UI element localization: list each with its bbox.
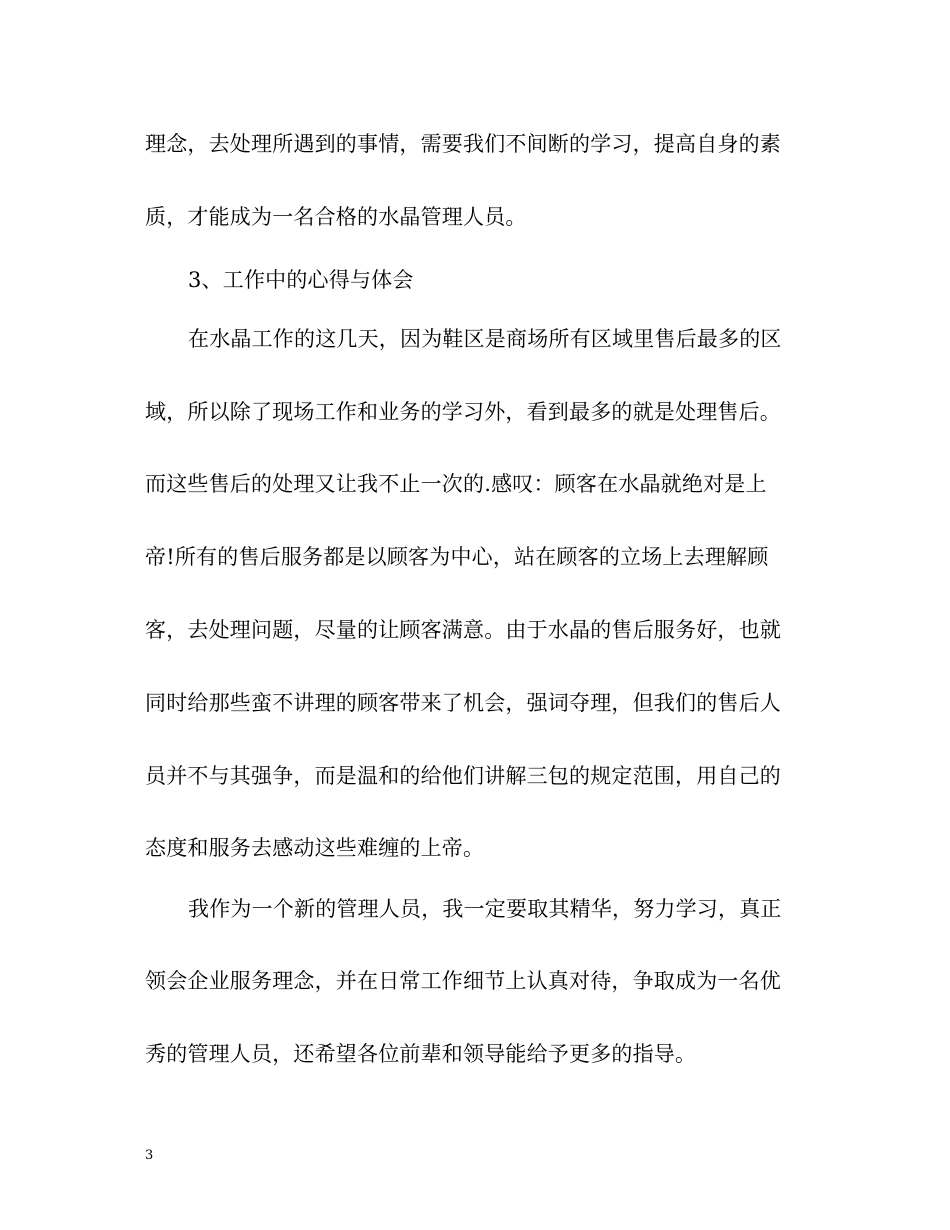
paragraph-line: 客，去处理问题，尽量的让顾客满意。由于水晶的售后服务好，也就 [145,618,781,642]
paragraph-line: 我作为一个新的管理人员，我一定要取其精华，努力学习，真正 [188,897,782,921]
paragraph-line: 质，才能成为一名合格的水晶管理人员。 [145,205,527,229]
paragraph-line: 在水晶工作的这几天，因为鞋区是商场所有区域里售后最多的区 [188,327,782,351]
paragraph-line: 秀的管理人员，还希望各位前辈和领导能给予更多的指导。 [145,1042,697,1066]
paragraph-line: 理念，去处理所遇到的事情，需要我们不间断的学习，提高自身的素 [145,132,781,156]
paragraph-line: 而这些售后的处理又让我不止一次的.感叹：顾客在水晶就绝对是上 [145,472,767,496]
section-heading: 3、工作中的心得与体会 [188,268,414,292]
paragraph-line: 员并不与其强争，而是温和的给他们讲解三包的规定范围，用自己的 [145,764,781,788]
paragraph-line: 域，所以除了现场工作和业务的学习外，看到最多的就是处理售后。 [145,400,781,424]
paragraph-line: 同时给那些蛮不讲理的顾客带来了机会，强词夺理，但我们的售后人 [145,691,781,715]
paragraph-line: 帝!所有的售后服务都是以顾客为中心，站在顾客的立场上去理解顾 [145,545,769,569]
paragraph-line: 态度和服务去感动这些难缠的上帝。 [145,836,485,860]
page-number: 3 [145,1148,154,1163]
paragraph-line: 领会企业服务理念，并在日常工作细节上认真对待，争取成为一名优 [145,969,781,993]
